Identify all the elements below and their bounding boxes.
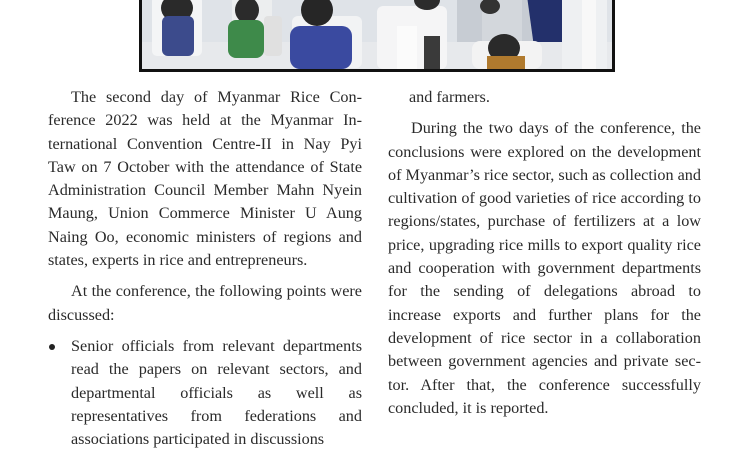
article-paragraph: The second day of Myanmar Rice Conference 2022 was held at the Myanmar International Convention Centre-II in Nay Pyi Taw on 7 October with the attendance of State Administration Council Member Mahn Nyein Maung, Union Commerce Minister U Aung Naing Oo, economic ministers of regions and states, experts in rice and entrepreneurs. <box>48 88 362 270</box>
article-right-column <box>388 86 701 420</box>
article-continuation: and farmers. <box>409 88 490 106</box>
article-paragraph: At the conference, the following points were discussed: <box>48 282 362 324</box>
article-left-column <box>48 86 362 451</box>
list-item <box>48 335 362 451</box>
conference-photo <box>139 0 615 72</box>
conference-photo-illustration <box>142 0 612 69</box>
bullet-icon <box>49 344 55 350</box>
discussion-points-list <box>48 335 362 451</box>
article-paragraph: During the two days of the conference, the conclusions were explored on the development of Myanmar’s rice sector, such as collection and cultivation of good varieties of rice according to regions/states, purchase of fertilizers at a low price, upgrading rice mills to export quality rice and cooperation with government departments for the sending of delegations abroad to increase exports and further plans for the development of rice sector in a collaboration between government agencies and private sector. After that, the conference successfully concluded, it is reported. <box>388 119 701 417</box>
list-item-text: Senior officials from relevant departments read the papers on relevant sectors, and departmental officials as well as representatives from federations and associations participated in discussions <box>71 336 362 449</box>
